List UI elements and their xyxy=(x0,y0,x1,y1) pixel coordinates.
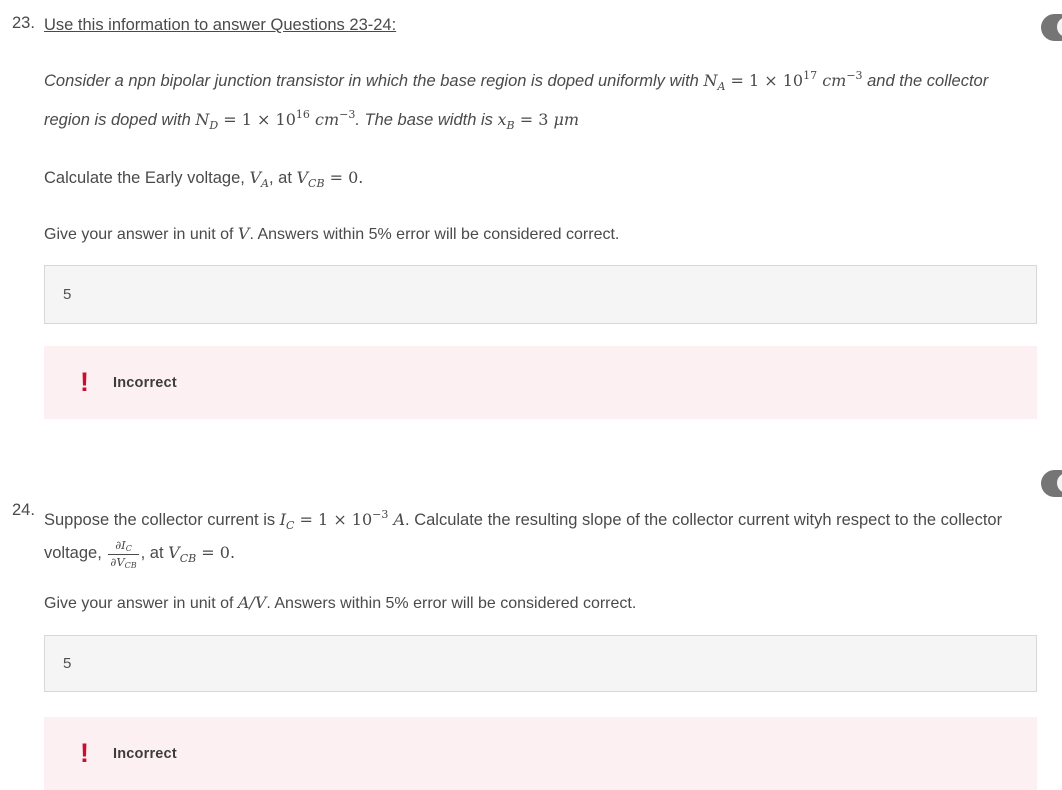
question-23-unit-line xyxy=(44,224,1037,245)
math-nd-exp: 16 xyxy=(295,107,310,121)
math-cm2-exp: −3 xyxy=(339,107,356,121)
math-vcb: V xyxy=(296,168,309,187)
math-va-sub: A xyxy=(261,177,269,190)
math-nd-sub: D xyxy=(209,118,219,132)
math-na: N xyxy=(703,71,718,90)
incorrect-exclamation-icon: ! xyxy=(80,367,89,397)
frac-denominator-sub: CB xyxy=(124,561,137,571)
math-cm2: cm xyxy=(309,109,340,129)
prompt-text: , at xyxy=(268,169,297,187)
math-ic: I xyxy=(279,510,287,529)
math-na-sub: A xyxy=(717,80,726,93)
frac-numerator: ∂I xyxy=(115,538,126,552)
frac-numerator-sub: C xyxy=(125,544,132,553)
math-nd: N xyxy=(195,109,210,129)
question-23-prompt xyxy=(44,166,1037,196)
math-xb-unit: μm xyxy=(553,109,580,129)
unit-text: . Answers within 5% error will be considered correct. xyxy=(266,595,637,613)
math-cm1-exp: −3 xyxy=(846,69,863,82)
comment-pill-q24[interactable] xyxy=(1041,470,1062,497)
math-xb: x xyxy=(497,109,507,129)
math-na-exp: 17 xyxy=(803,69,818,82)
feedback-banner-q24 xyxy=(44,717,1037,790)
question-context xyxy=(44,62,1037,139)
feedback-banner-q23 xyxy=(44,346,1037,419)
feedback-label: Incorrect xyxy=(113,745,177,762)
answer-input-q24[interactable] xyxy=(44,635,1037,692)
math-xb-eq: = 3 xyxy=(514,109,554,129)
answer-input-q23[interactable] xyxy=(44,265,1037,324)
math-na-eq: = 1 × 10 xyxy=(725,71,804,90)
question-group-header: Use this information to answer Questions 23-24: xyxy=(44,16,397,34)
prompt-text: . Calculate the resulting slope of the collector current wityh respect to the collector voltage, xyxy=(44,511,1003,563)
math-eq-zero: = 0. xyxy=(196,543,236,563)
math-eq-zero: = 0. xyxy=(324,168,364,187)
frac-denominator: ∂V xyxy=(110,555,125,570)
math-xb-sub: B xyxy=(506,118,515,132)
context-text: . The base width is xyxy=(355,110,498,129)
math-unit-a: A xyxy=(388,510,406,529)
math-vcb-sub: CB xyxy=(179,552,197,566)
math-derivative-fraction xyxy=(108,539,138,570)
math-vcb: V xyxy=(168,543,180,563)
math-nd-eq: = 1 × 10 xyxy=(218,109,296,129)
question-24-prompt xyxy=(44,501,1037,572)
context-text: Consider a npn bipolar junction transistor in which the base region is doped uniformly with xyxy=(44,72,704,90)
prompt-text: Suppose the collector current is xyxy=(44,511,280,529)
question-24-unit-line xyxy=(44,593,1037,614)
comment-badge-dot xyxy=(1057,473,1062,493)
math-ic-eq: = 1 × 10 xyxy=(294,510,373,529)
math-unit-av: A/V xyxy=(237,593,267,613)
unit-text: Give your answer in unit of xyxy=(44,226,238,243)
math-unit-v: V xyxy=(237,224,250,243)
math-cm1: cm xyxy=(817,71,847,90)
question-24 xyxy=(0,501,1062,790)
comment-badge-dot xyxy=(1057,17,1062,37)
incorrect-exclamation-icon: ! xyxy=(80,738,89,769)
question-23-number: 23. xyxy=(12,14,35,32)
feedback-label: Incorrect xyxy=(113,374,177,391)
math-vcb-sub: CB xyxy=(308,177,325,190)
prompt-text: Calculate the Early voltage, xyxy=(44,169,250,187)
unit-text: Give your answer in unit of xyxy=(44,595,238,613)
comment-pill-q23[interactable] xyxy=(1041,14,1062,41)
math-va: V xyxy=(249,168,262,187)
prompt-text: , at xyxy=(140,544,169,563)
math-ic-exp: −3 xyxy=(372,508,389,521)
unit-text: . Answers within 5% error will be considered correct. xyxy=(249,226,620,243)
context-text: and the collector region is doped with xyxy=(44,72,989,129)
math-ic-sub: C xyxy=(286,519,295,532)
question-24-number: 24. xyxy=(12,501,35,519)
